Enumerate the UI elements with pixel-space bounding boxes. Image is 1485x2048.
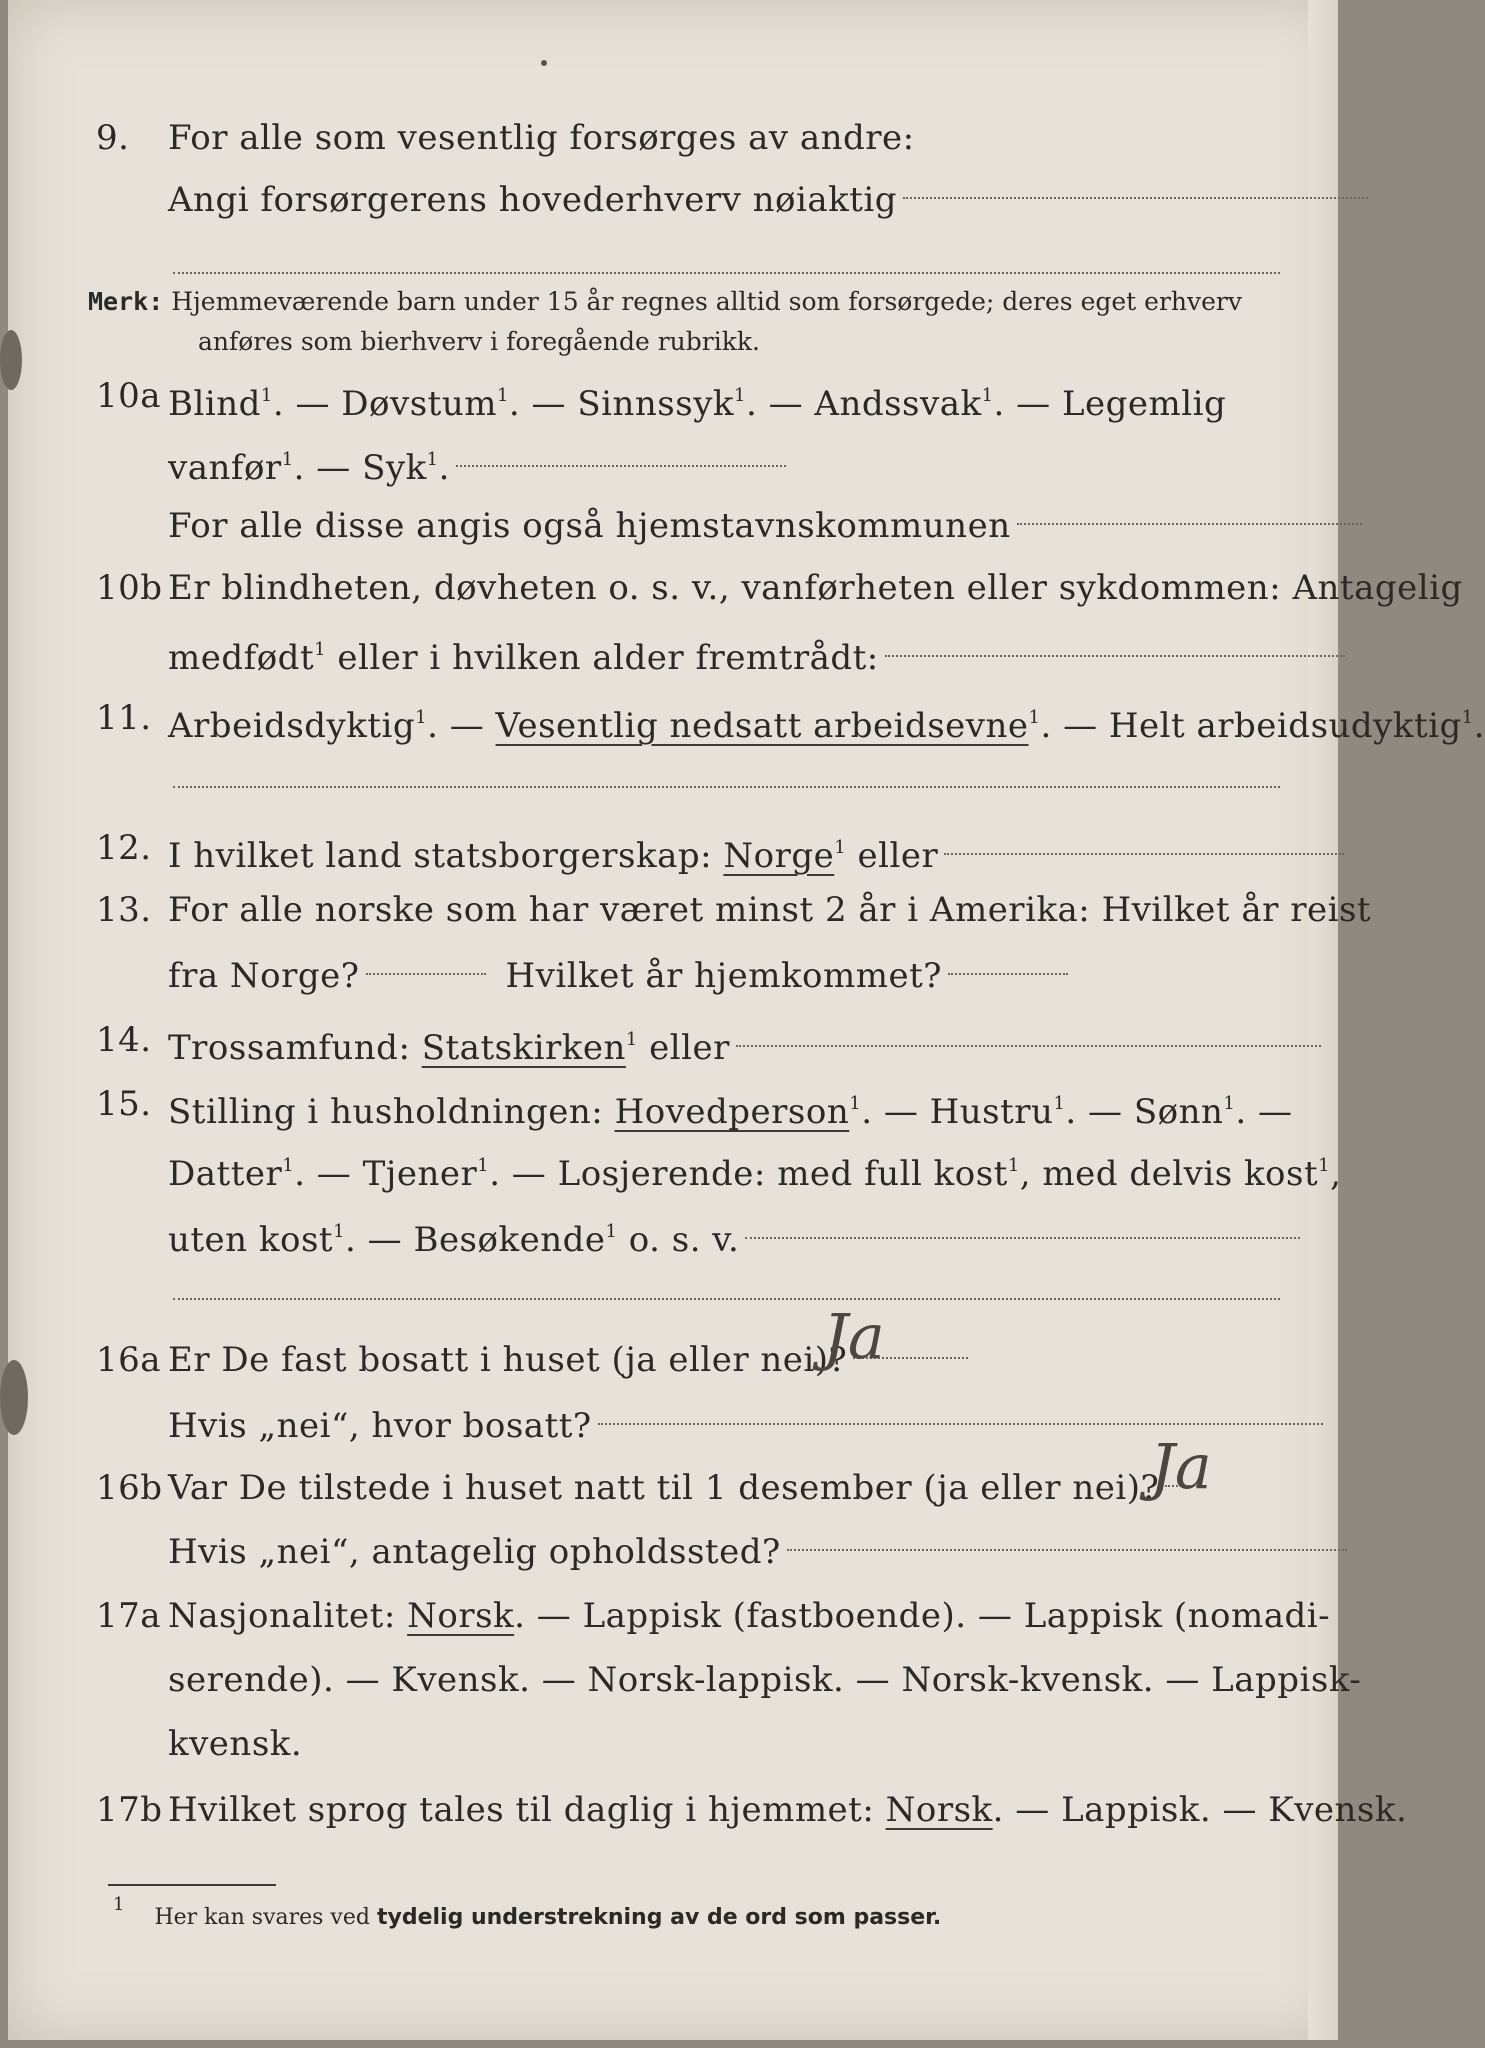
question-10b-line1 <box>8 558 1463 618</box>
question-16b-line2 <box>8 1522 1338 1582</box>
question-15-line2: Datter$^1$. — Tjener$^1$. — Losjerende: med full kost$^1$, med delvis kost$^1$, <box>168 1154 1342 1194</box>
footnote-text-bold: tydelig understrekning av de ord som passer. <box>376 1905 942 1930</box>
question-number: 12. <box>96 828 152 868</box>
footnote-ref: 1 <box>625 1029 638 1050</box>
option-norsk-selected[interactable]: Norsk <box>407 1596 515 1636</box>
footnote-divider <box>108 1884 276 1886</box>
footnote-ref: 1 <box>281 449 294 470</box>
option-vanfor[interactable]: vanfør <box>168 448 282 488</box>
option-list: serende). — Kvensk. — Norsk-lappisk. — Norsk-kvensk. — Lappisk- <box>168 1660 1362 1700</box>
answer-field[interactable] <box>948 973 1068 975</box>
question-number: 13. <box>96 890 152 930</box>
note-block <box>88 282 1298 362</box>
option-lappisk[interactable]: . — Lappisk (fastboende). — Lappisk (nomadi- <box>514 1596 1331 1636</box>
question-number: 10a <box>96 376 162 416</box>
footnote-ref: 1 <box>1223 1093 1236 1114</box>
footnote-ref: 1 <box>1461 707 1474 728</box>
question-number: 14. <box>96 1020 152 1060</box>
question-number: 15. <box>96 1084 152 1124</box>
answer-field[interactable] <box>745 1237 1300 1239</box>
question-14: 14. Trossamfund: Statskirken$^1$ eller <box>8 1010 1338 1070</box>
option-list[interactable]: . — Lappisk. — Kvensk. <box>992 1790 1408 1830</box>
option-tjener[interactable]: . — Tjener <box>294 1154 478 1194</box>
option-medfodt[interactable]: medfødt <box>168 638 315 678</box>
answer-field[interactable] <box>885 655 1345 657</box>
question-number: 10b <box>96 568 163 608</box>
census-form-page <box>8 0 1485 2040</box>
note-label: Merk: <box>88 287 164 316</box>
question-13-line2 <box>8 946 1338 1006</box>
footnote-ref: 1 <box>260 385 273 406</box>
answer-field[interactable] <box>173 272 1280 274</box>
option-hustru[interactable]: . — Hustru <box>861 1092 1054 1132</box>
question-15-line1: 15. Stilling i husholdningen: Hovedperson$^1$. — Hustru$^1$. — Sønn$^1$. — <box>8 1074 1338 1134</box>
question-9-line2 <box>8 170 1338 230</box>
footnote-text: Her kan svares ved <box>154 1905 377 1930</box>
footnote-mark: 1 <box>113 1894 125 1915</box>
question-16a-line1 <box>8 1330 1338 1390</box>
note-text: Hjemmeværende barn under 15 år regnes alltid som forsørgede; deres eget erhverv <box>171 287 1242 316</box>
footnote-ref: 1 <box>282 1155 295 1176</box>
footnote-ref: 1 <box>1007 1155 1020 1176</box>
question-17a-line2 <box>8 1650 1362 1710</box>
answer-field[interactable] <box>944 853 1344 855</box>
question-text: Hvilket år hjemkommet? <box>505 956 943 996</box>
option-dovstum[interactable]: . — Døvstum <box>272 384 497 424</box>
option-blind[interactable]: Blind <box>168 384 261 424</box>
footnote-ref: 1 <box>426 449 439 470</box>
question-10b-line2 <box>8 620 1338 680</box>
question-number: 17b <box>96 1790 163 1830</box>
option-arbeidsdyktig[interactable]: Arbeidsdyktig <box>168 706 416 746</box>
footnote <box>113 1890 942 1933</box>
footnote-ref: 1 <box>834 837 847 858</box>
question-17a-line1 <box>8 1586 1338 1646</box>
answer-field[interactable] <box>173 786 1280 788</box>
question-11: 11. Arbeidsdyktig$^1$. — Vesentlig nedsatt arbeidsevne$^1$. — Helt arbeidsudyktig$^1$. <box>8 688 1338 748</box>
option-syk[interactable]: . — Syk <box>293 448 427 488</box>
question-12: 12. I hvilket land statsborgerskap: Norge$^1$ eller <box>8 818 1338 878</box>
question-text: Var De tilstede i huset natt til 1 desember (ja eller nei)? <box>168 1468 1160 1508</box>
option-lappisk-kvensk[interactable]: kvensk. <box>168 1724 303 1764</box>
question-text: Er blindheten, døvheten o. s. v., vanførheten eller sykdommen: Antagelig <box>168 568 1463 608</box>
option-norsk-selected[interactable]: Norsk <box>885 1790 993 1830</box>
footnote-ref: 1 <box>1053 1093 1066 1114</box>
answer-field[interactable] <box>787 1549 1347 1551</box>
question-number: 11. <box>96 698 152 738</box>
option-andssvak[interactable]: . — Andssvak <box>745 384 982 424</box>
option-sonn[interactable]: . — Sønn <box>1065 1092 1224 1132</box>
question-10a-line2: vanfør$^1$. — Syk$^1$. <box>8 430 1338 490</box>
answer-field[interactable] <box>598 1423 1323 1425</box>
question-10a-line1 <box>8 366 1338 426</box>
question-text: eller i hvilken alder fremtrådt: <box>326 638 879 678</box>
footnote-ref: 1 <box>477 1155 490 1176</box>
footnote-ref: 1 <box>734 385 746 406</box>
footnote-ref: 1 <box>849 1093 862 1114</box>
question-text: Trossamfund: <box>168 1028 422 1068</box>
question-text: Nasjonalitet: <box>168 1596 408 1636</box>
option-delvis-kost[interactable]: , med delvis kost <box>1019 1154 1319 1194</box>
answer-field[interactable] <box>1017 523 1362 525</box>
answer-field[interactable] <box>736 1045 1321 1047</box>
answer-field[interactable] <box>366 973 486 975</box>
question-number: 9. <box>96 118 130 158</box>
question-text: Er De fast bosatt i huset (ja eller nei)? <box>168 1340 848 1380</box>
note-text: anføres som bierhverv i foregående rubrikk. <box>198 327 760 356</box>
question-text: For alle som vesentlig forsørges av andre: <box>168 118 915 158</box>
question-16a-line2 <box>8 1396 1338 1456</box>
option-hovedperson-selected[interactable]: Hovedperson <box>614 1092 850 1132</box>
question-15-line3: uten kost$^1$. — Besøkende$^1$ o. s. v. <box>8 1202 1338 1262</box>
option-besokende[interactable]: . — Besøkende <box>345 1220 606 1260</box>
question-text: Hvis „nei“, hvor bosatt? <box>168 1406 592 1446</box>
question-10a-line3 <box>8 496 1338 556</box>
answer-field[interactable] <box>173 1298 1280 1300</box>
question-text: Hvis „nei“, antagelig opholdssted? <box>168 1532 781 1572</box>
question-16b-line1 <box>8 1458 1338 1518</box>
footnote-ref: 1 <box>605 1221 618 1242</box>
question-text: For alle norske som har været minst 2 år i Amerika: Hvilket år reist <box>168 890 1372 930</box>
option-norge-selected[interactable]: Norge <box>723 836 835 876</box>
footnote-ref: 1 <box>333 1221 346 1242</box>
question-17a-line3 <box>8 1714 1338 1774</box>
handwritten-answer: Ja <box>823 1300 885 1373</box>
question-text: Hvilket sprog tales til daglig i hjemmet: <box>168 1790 886 1830</box>
question-text: I hvilket land statsborgerskap: <box>168 836 724 876</box>
question-number: 16b <box>96 1468 163 1508</box>
footnote-ref: 1 <box>1318 1155 1331 1176</box>
question-text: fra Norge? <box>168 956 360 996</box>
footnote-ref: 1 <box>1028 707 1041 728</box>
option-uten-kost[interactable]: uten kost <box>168 1220 334 1260</box>
question-text: For alle disse angis også hjemstavnskommunen <box>168 506 1011 546</box>
answer-field[interactable] <box>903 197 1368 199</box>
option-statskirken-selected[interactable]: Statskirken <box>421 1028 626 1068</box>
answer-field[interactable] <box>456 465 786 467</box>
question-text: Angi forsørgerens hovederhverv nøiaktig <box>168 180 898 220</box>
handwritten-answer: Ja <box>1150 1430 1212 1503</box>
question-number: 16a <box>96 1340 162 1380</box>
footnote-ref: 1 <box>415 707 428 728</box>
option-datter[interactable]: Datter <box>168 1154 283 1194</box>
footnote-ref: 1 <box>981 385 994 406</box>
option-sinnssyk[interactable]: . — Sinnssyk <box>508 384 735 424</box>
question-number: 17a <box>96 1596 162 1636</box>
footnote-ref: 1 <box>496 385 509 406</box>
paper-speck <box>541 60 547 66</box>
question-17b <box>8 1780 1408 1840</box>
option-full-kost[interactable]: . — Losjerende: med full kost <box>489 1154 1008 1194</box>
question-text: Stilling i husholdningen: <box>168 1092 615 1132</box>
option-vesentlig-nedsatt-selected[interactable]: Vesentlig nedsatt arbeidsevne <box>495 706 1029 746</box>
option-helt-arbeidsudyktig[interactable]: . — Helt arbeidsudyktig <box>1040 706 1462 746</box>
option-legemlig[interactable]: . — Legemlig <box>993 384 1227 424</box>
question-9-line1 <box>8 108 1338 168</box>
question-13-line1 <box>8 880 1372 940</box>
footnote-ref: 1 <box>314 639 327 660</box>
